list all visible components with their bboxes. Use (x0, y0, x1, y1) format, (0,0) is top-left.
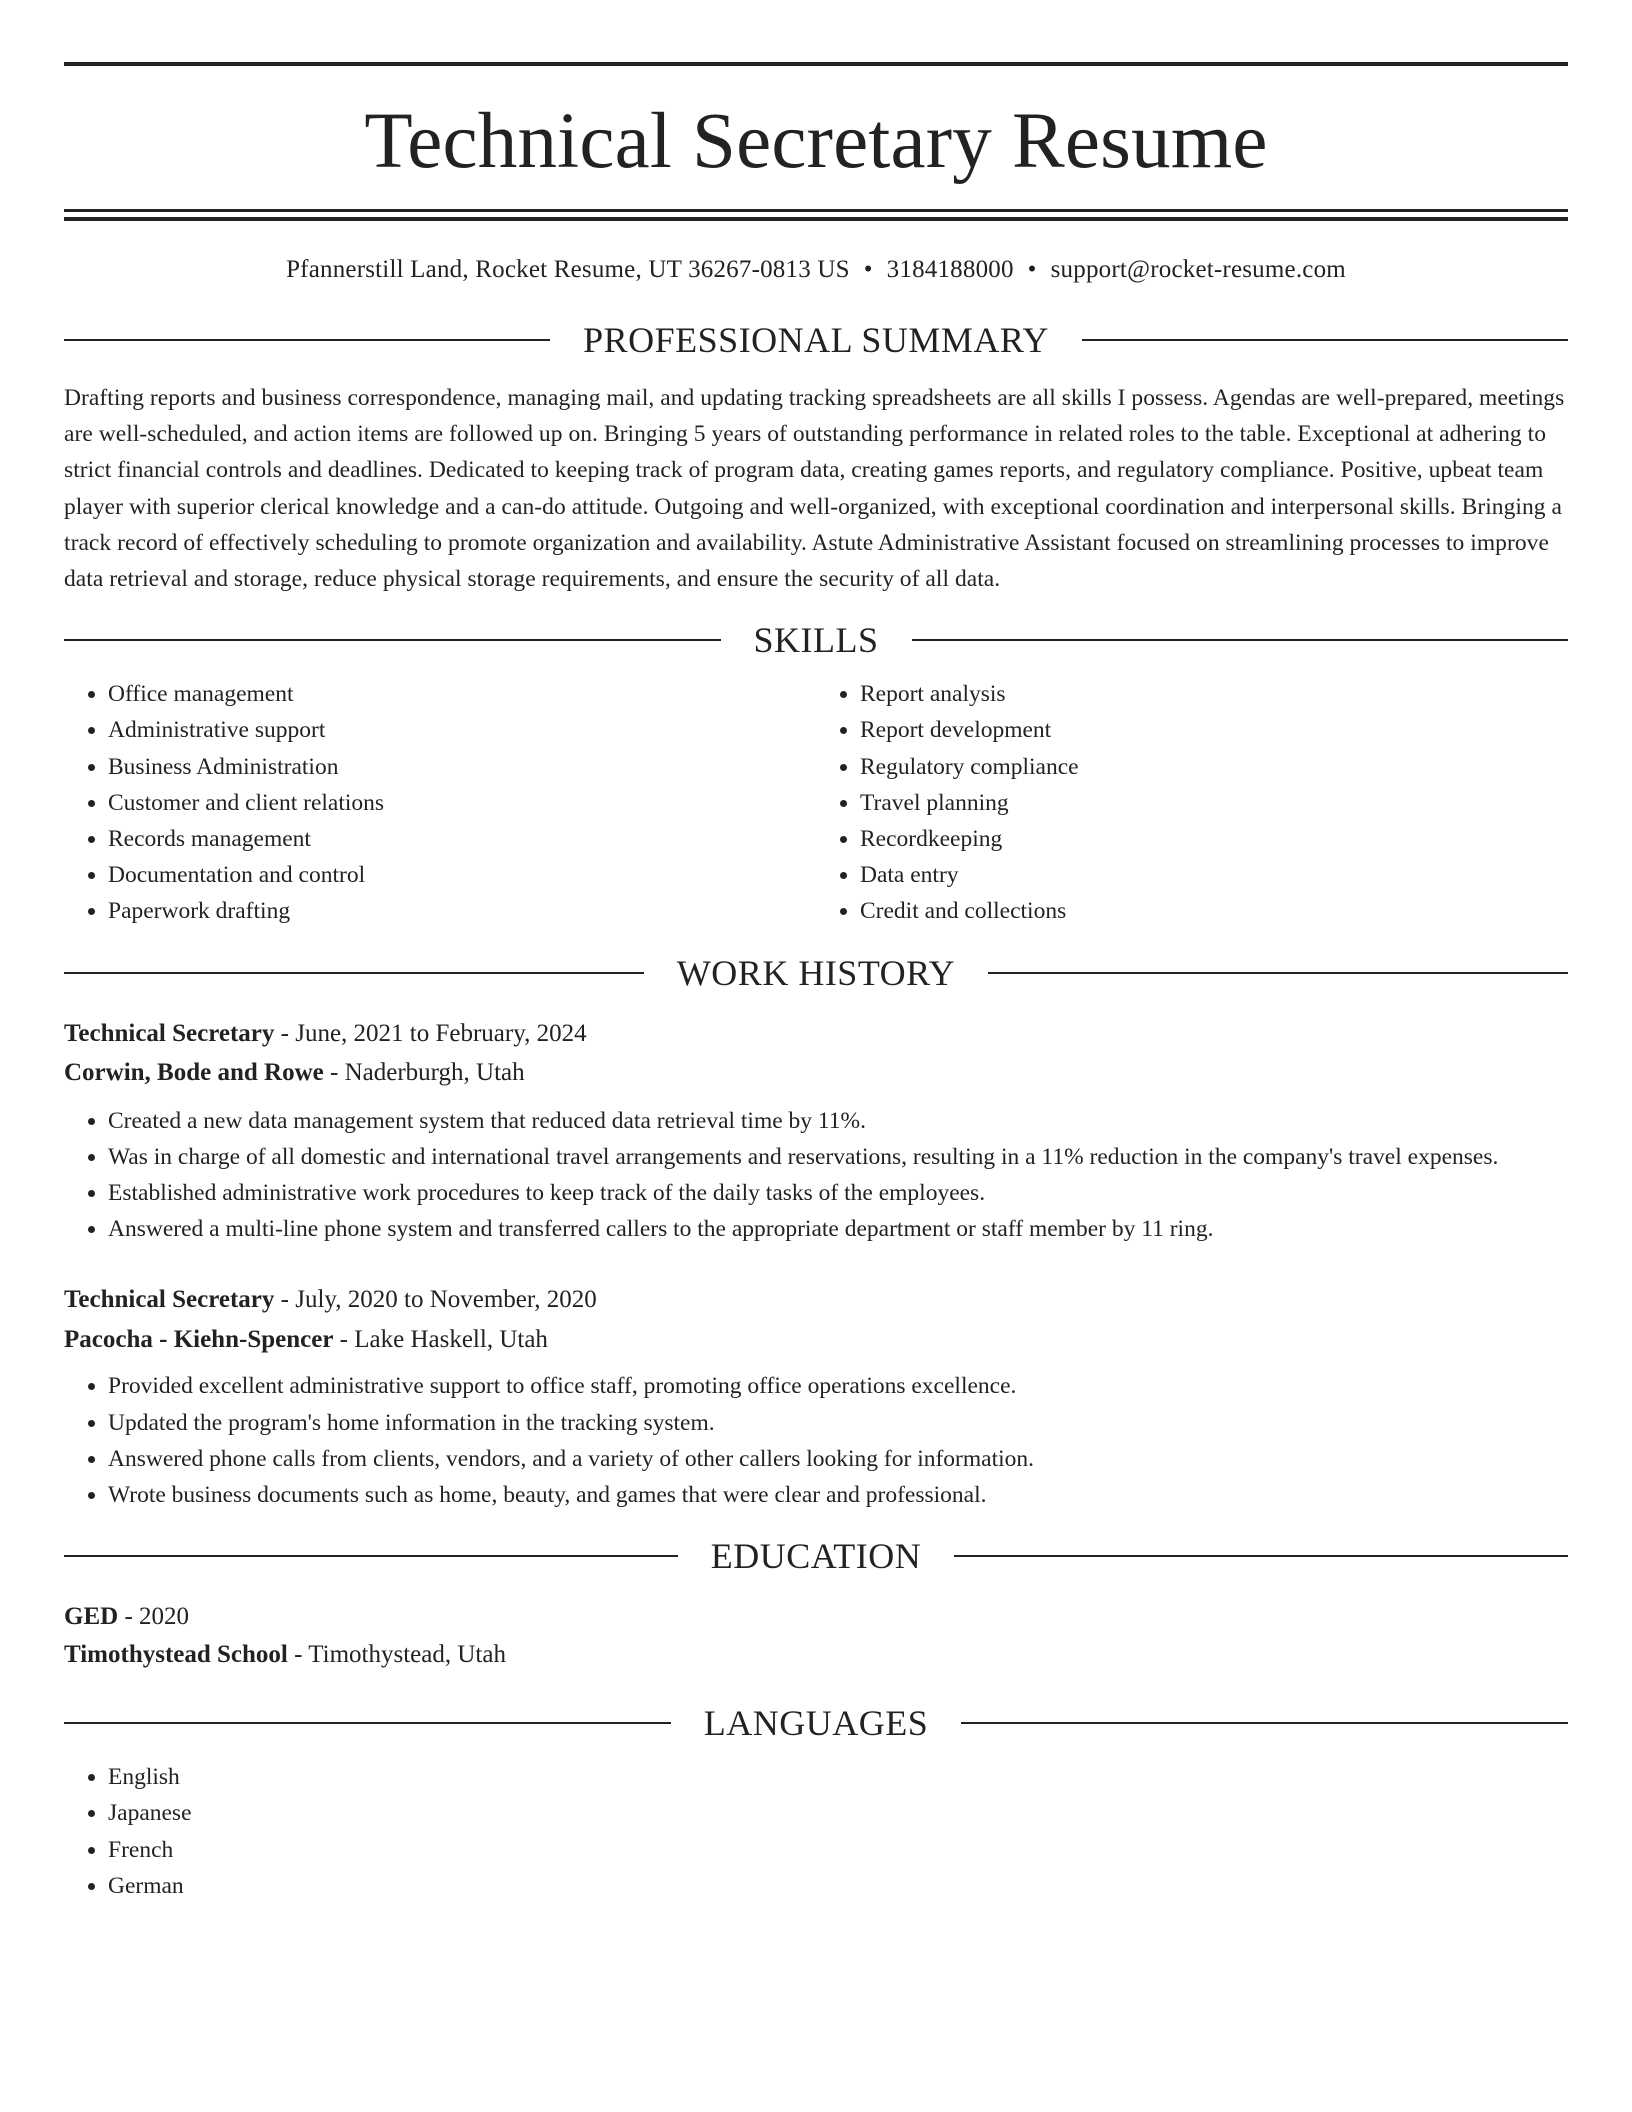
education-degree-line (64, 1604, 1568, 1629)
heading-rule-right (1082, 339, 1568, 341)
skill-item: • Report development (860, 712, 1568, 748)
job-duty-item: • Updated the program's home information in the tracking system. (108, 1405, 1568, 1441)
work-heading-label: WORK HISTORY (676, 952, 956, 993)
education-heading-label: EDUCATION (710, 1536, 922, 1577)
skill-item: • Administrative support (108, 712, 816, 748)
job-duty-item: • Was in charge of all domestic and international travel arrangements and reservations, resulting in a 11% reduction in the company's travel expenses. (108, 1139, 1568, 1175)
job-entry (64, 1021, 1568, 1248)
skill-item: • Travel planning (860, 785, 1568, 821)
summary-heading (64, 322, 1568, 358)
job-dates: - July, 2020 to November, 2020 (274, 1286, 597, 1314)
skill-item: • Credit and collections (860, 893, 1568, 929)
skill-item: • Records management (108, 821, 816, 857)
job-entry (64, 1287, 1568, 1513)
skill-item: • Report analysis (860, 676, 1568, 712)
job-title-line (64, 1287, 1568, 1312)
skill-item: • Customer and client relations (108, 785, 816, 821)
contact-phone: 3184188000 (886, 256, 1014, 283)
skill-item: • Regulatory compliance (860, 749, 1568, 785)
skills-column-left (64, 676, 816, 929)
heading-rule-left (64, 639, 721, 641)
job-company: Corwin, Bode and Rowe (64, 1058, 324, 1086)
education-school-line (64, 1642, 1568, 1667)
job-title: Technical Secretary (64, 1286, 275, 1314)
top-rule (64, 62, 1568, 66)
job-duties (64, 1103, 1568, 1248)
heading-rule-left (64, 1555, 678, 1557)
job-duty-item: • Provided excellent administrative support to office staff, promoting office operations excellence. (108, 1368, 1568, 1404)
job-duty-item: • Created a new data management system that reduced data retrieval time by 11%. (108, 1103, 1568, 1139)
job-duty-item: • Wrote business documents such as home, beauty, and games that were clear and professional. (108, 1477, 1568, 1513)
job-location: - Lake Haskell, Utah (333, 1326, 548, 1354)
skill-item: • Data entry (860, 857, 1568, 893)
education-degree: GED (64, 1603, 119, 1631)
education-school: Timothystead School (64, 1641, 288, 1669)
contact-separator: • (1027, 256, 1037, 283)
job-duty-item: • Answered phone calls from clients, vendors, and a variety of other callers looking for information. (108, 1441, 1568, 1477)
education-location: - Timothystead, Utah (287, 1641, 506, 1669)
heading-rule-right (912, 639, 1569, 641)
summary-text: Drafting reports and business correspondence, managing mail, and updating tracking spreadsheets are all skills I possess. Agendas are well-prepared, meetings are well-scheduled, and action items are followed up on. Bringing 5 years of outstanding performance in related roles to the table. Exceptional at adhering to strict financial controls and deadlines. Dedicated to keeping track of program data, creating games reports, and regulatory compliance. Positive, upbeat team player with superior clerical knowledge and a can-do attitude. Outgoing and well-organized, with exceptional coordination and interpersonal skills. Bringing a track record of effectively scheduling to promote organization and availability. Astute Administrative Assistant focused on streamlining processes to improve data retrieval and storage, reduce physical storage requirements, and ensure the security of all data. (64, 385, 1565, 593)
education-heading (64, 1536, 1568, 1577)
heading-rule-right (961, 1722, 1568, 1724)
languages-heading (64, 1703, 1568, 1744)
language-item: • English (108, 1759, 1568, 1795)
job-company-line (64, 1060, 1568, 1085)
contact-email: support@rocket-resume.com (1050, 256, 1346, 283)
contact-separator: • (863, 256, 873, 283)
job-duty-item: • Established administrative work procedures to keep track of the daily tasks of the employees. (108, 1175, 1568, 1211)
heading-rule-left (64, 339, 550, 341)
skills-list (64, 676, 1568, 929)
education-year: - 2020 (118, 1603, 190, 1631)
job-title: Technical Secretary (64, 1019, 275, 1047)
heading-rule-right (954, 1555, 1568, 1557)
skills-column-right (816, 676, 1568, 929)
contact-line (64, 257, 1568, 282)
job-company-line (64, 1327, 1568, 1352)
heading-rule-right (988, 972, 1568, 974)
summary-heading-label: PROFESSIONAL SUMMARY (583, 320, 1049, 360)
job-title-line (64, 1021, 1568, 1046)
title-double-rule (64, 209, 1568, 221)
skills-heading-label: SKILLS (753, 620, 879, 661)
job-dates: - June, 2021 to February, 2024 (274, 1019, 587, 1047)
contact-address: Pfannerstill Land, Rocket Resume, UT 36267-0813 US (286, 256, 850, 283)
job-location: - Naderburgh, Utah (323, 1058, 525, 1086)
language-item: • French (108, 1832, 1568, 1868)
languages-list (64, 1759, 1568, 1904)
language-item: • German (108, 1868, 1568, 1904)
work-heading (64, 952, 1568, 993)
skill-item: • Recordkeeping (860, 821, 1568, 857)
heading-rule-left (64, 972, 644, 974)
heading-rule-left (64, 1722, 671, 1724)
skill-item: • Paperwork drafting (108, 893, 816, 929)
resume-title: Technical Secretary Resume (364, 98, 1268, 185)
skill-item: • Documentation and control (108, 857, 816, 893)
skills-heading (64, 620, 1568, 661)
languages-heading-label: LANGUAGES (703, 1703, 929, 1744)
job-duty-item: • Answered a multi-line phone system and transferred callers to the appropriate department or staff member by 11 ring. (108, 1211, 1568, 1247)
skill-item: • Office management (108, 676, 816, 712)
skill-item: • Business Administration (108, 749, 816, 785)
language-item: • Japanese (108, 1795, 1568, 1831)
job-duties (64, 1368, 1568, 1513)
job-company: Pacocha - Kiehn-Spencer (64, 1326, 334, 1354)
